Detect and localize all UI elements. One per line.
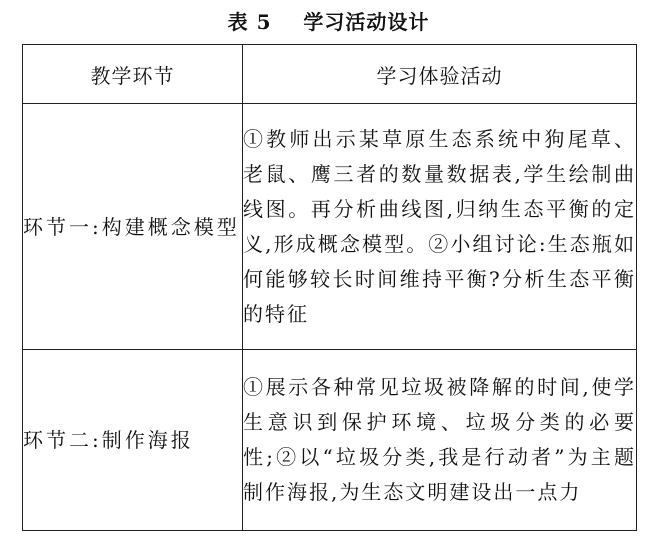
activity-cell: ①展示各种常见垃圾被降解的时间,使学生意识到保护环境、垃圾分类的必要性;②以“垃圾分类,我是行动者”为主题制作海报,为生态文明建设出一点力 <box>243 350 637 531</box>
activity-cell: ①教师出示某草原生态系统中狗尾草、老鼠、鹰三者的数量数据表,学生绘制曲线图。再分析曲线图,归纳生态平衡的定义,形成概念模型。②小组讨论:生态瓶如何能够较长时间维持平衡?分析生态平衡的特征 <box>243 104 637 350</box>
table-row <box>23 350 637 531</box>
table-header-row <box>23 45 637 104</box>
learning-activity-table <box>22 44 637 531</box>
header-teaching-stage: 教学环节 <box>23 45 243 104</box>
header-learning-activity: 学习体验活动 <box>243 45 637 104</box>
stage-cell: 环节一:构建概念模型 <box>23 104 243 350</box>
table-row <box>23 104 637 350</box>
stage-cell: 环节二:制作海报 <box>23 350 243 531</box>
table-title: 表 5 学习活动设计 <box>227 10 430 34</box>
